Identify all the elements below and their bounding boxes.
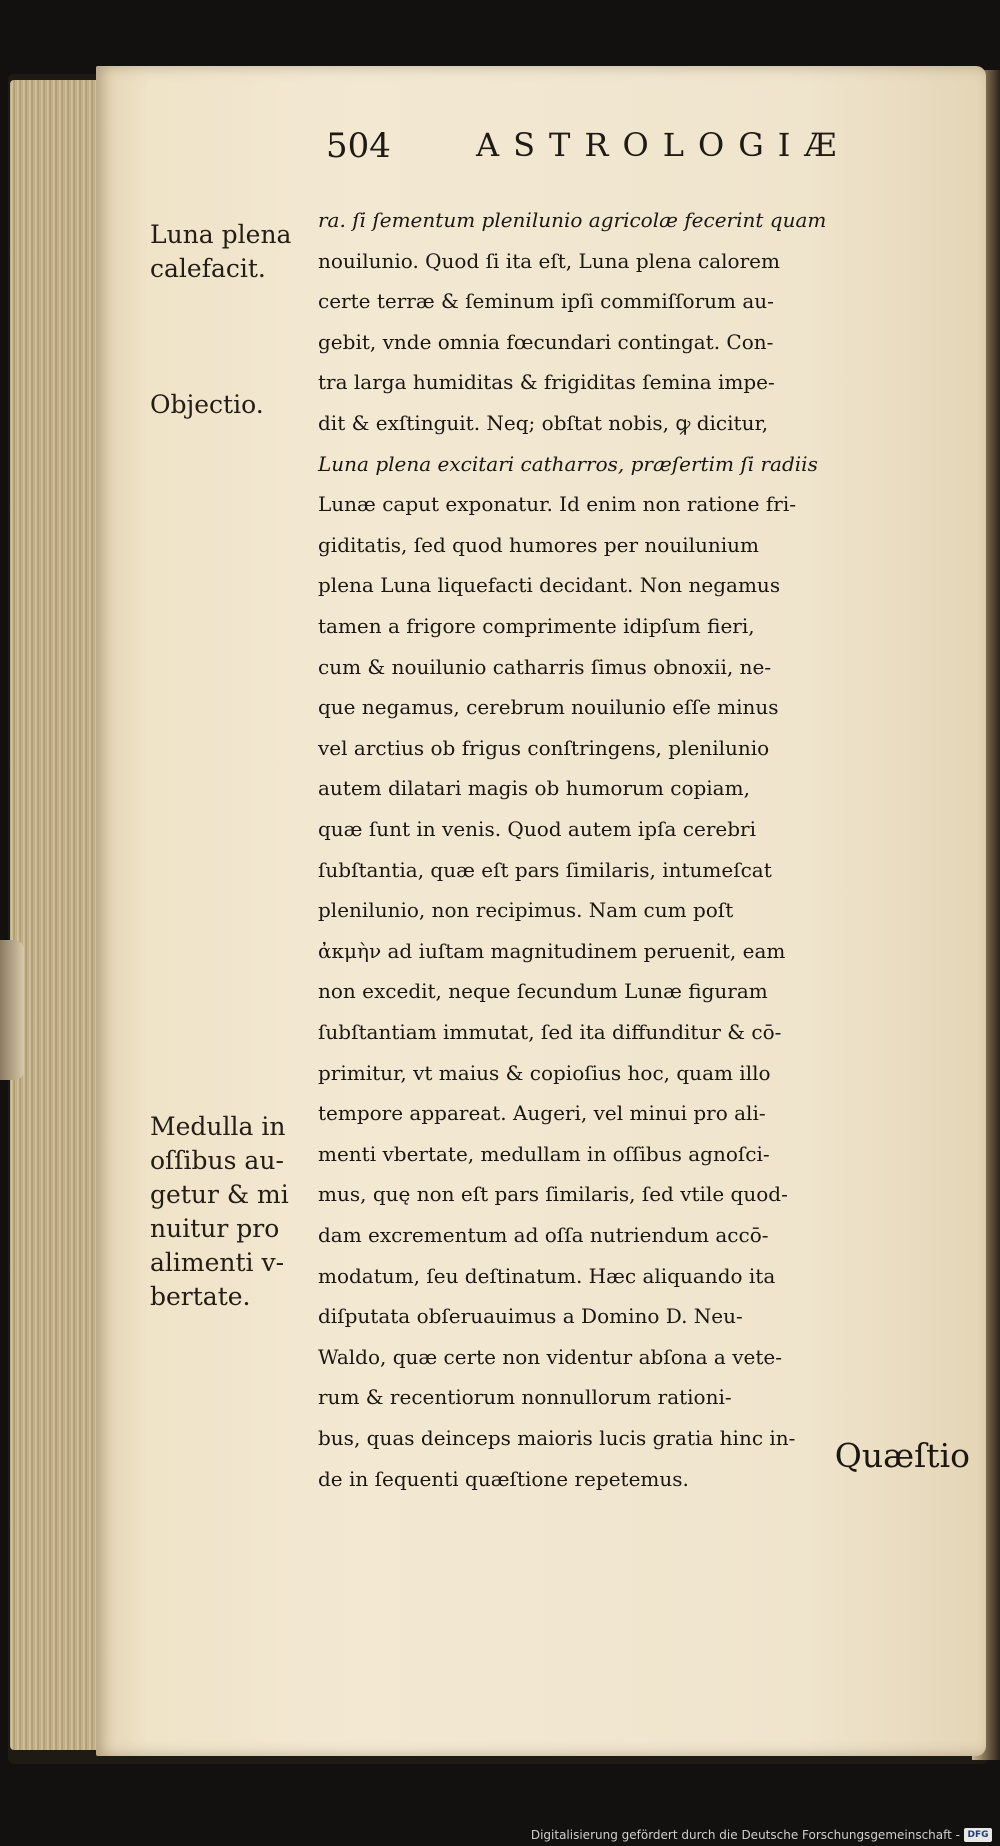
text-line: ſubſtantiam immutat, ſed ita diffunditur & cō-	[318, 1020, 782, 1044]
text-line: plenilunio, non recipimus. Nam cum poſt	[318, 898, 734, 923]
text-line: menti vbertate, medullam in oſſibus agnoſci-	[318, 1141, 770, 1166]
margin-note-line: Luna plena	[150, 220, 292, 249]
text-line: ſubſtantia, quæ eſt pars ſimilaris, intumeſcat	[318, 857, 772, 882]
book-clamp	[0, 940, 24, 1080]
footer-bar	[0, 1820, 1000, 1846]
text-line: modatum, ſeu deſtinatum. Hæc aliquando ita	[318, 1263, 776, 1288]
text-line: rum & recentiorum nonnullorum rationi-	[318, 1385, 732, 1410]
text-line: quæ ſunt in venis. Quod autem ipſa cerebri	[318, 817, 756, 841]
page-number: 504	[326, 126, 391, 166]
text-line: que negamus, cerebrum nouilunio eſſe minus	[318, 695, 779, 720]
text-line: giditatis, ſed quod humores per nouilunium	[318, 532, 759, 557]
text-line: bus, quas deinceps maioris lucis gratia hinc in-	[318, 1426, 796, 1450]
text-line: Waldo, quæ certe non videntur abſona a vete-	[318, 1344, 782, 1369]
margin-note-line: Objectio.	[150, 390, 264, 419]
digitization-credit: Digitalisierung gefördert durch die Deutsche Forschungsgemeinschaft -	[530, 1828, 960, 1842]
text-line: certe terræ & ſeminum ipſi commiſſorum au-	[318, 289, 774, 314]
page-edges	[10, 80, 102, 1750]
text-line: gebit, vnde omnia fœcundari contingat. Con-	[318, 329, 774, 354]
text-line: dam excrementum ad oſſa nutriendum accō-	[318, 1223, 769, 1247]
text-line: plena Luna liquefacti decidant. Non negamus	[318, 573, 781, 598]
text-line: cum & nouilunio catharris ſimus obnoxii, ne-	[318, 654, 772, 679]
text-line: autem dilatari magis ob humorum copiam,	[318, 776, 750, 801]
margin-note-objectio	[150, 388, 318, 422]
page-header	[326, 126, 886, 174]
text-line: ἀκμὴν ad iuſtam magnitudinem peruenit, eam	[318, 938, 786, 963]
text-line: de in ſequenti quæſtione repetemus.	[318, 1466, 689, 1491]
catchword: Quæſtio	[834, 1436, 970, 1475]
text-line: dit & exſtinguit. Neq; obſtat nobis, ꝙ dicitur,	[318, 411, 769, 435]
margin-note-line: bertate.	[150, 1282, 251, 1311]
text-line: diſputata obſeruauimus a Domino D. Neu-	[318, 1304, 743, 1329]
margin-note-luna	[150, 218, 318, 286]
margin-note-line: alimenti v-	[150, 1248, 285, 1277]
text-line: non excedit, neque ſecundum Lunæ figuram	[318, 979, 768, 1004]
margin-note-line: nuitur pro	[150, 1214, 280, 1243]
margin-note-line: oſſibus au-	[150, 1146, 284, 1175]
running-title: ASTROLOGIÆ	[476, 126, 851, 164]
text-line: tempore appareat. Augeri, vel minui pro ali-	[318, 1101, 766, 1126]
text-line: primitur, vt maius & copioſius hoc, quam illo	[318, 1060, 771, 1085]
text-line: Luna plena excitari catharros, præſertim ſi radiis	[318, 451, 818, 476]
text-line: nouilunio. Quod ſi ita eſt, Luna plena calorem	[318, 248, 780, 273]
text-line: tamen a frigore comprimente idipſum fieri,	[318, 614, 755, 638]
dfg-logo: DFG	[964, 1828, 992, 1842]
margin-note-line: Medulla in	[150, 1112, 286, 1141]
text-line: ra. ſi ſementum plenilunio agricolæ fecerint quam	[318, 208, 827, 232]
text-line: mus, quę non eſt pars ſimilaris, ſed vtile quod-	[318, 1182, 788, 1207]
text-line: tra larga humiditas & frigiditas ſemina impe-	[318, 370, 775, 395]
margin-note-line: getur & mi	[150, 1180, 289, 1209]
margin-note-medulla	[150, 1110, 318, 1314]
text-line: vel arctius ob frigus conſtringens, plenilunio	[318, 735, 770, 760]
margin-note-line: calefacit.	[150, 254, 266, 283]
text-line: Lunæ caput exponatur. Id enim non ratione fri-	[318, 492, 796, 517]
